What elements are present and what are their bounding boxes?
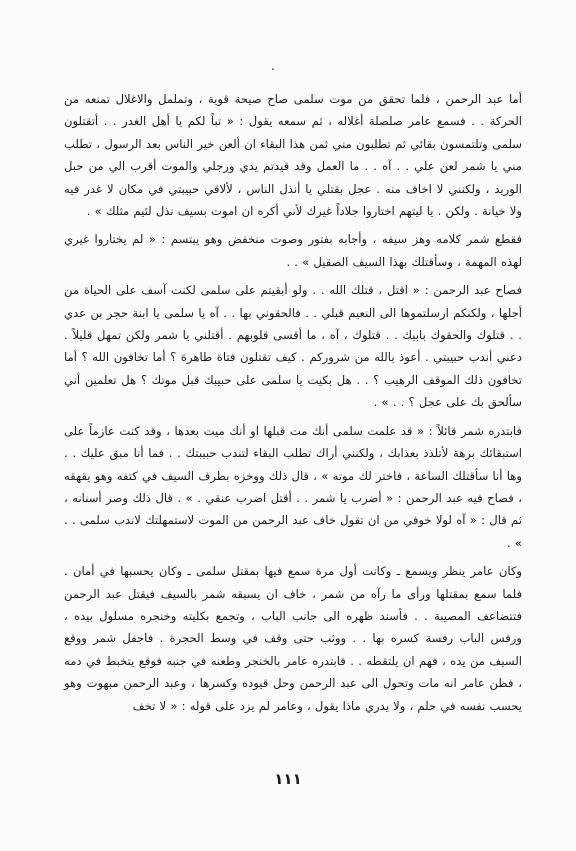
page-number: ١١١ (274, 770, 302, 788)
paragraph-4: فابتدره شمر قائلاً : « قد علمت سلمى أنك مت قبلها او أنك ميت بعدها ، وقد كنت عازماً على استبقائك برهة لأتلذذ بعذابك ، ولكنني أراك تطلب البقاء لتندب حبيبتك . . فما أنا مبق عليك . . وها أنا سأقتلك الساعة ، فاختر لك موته » ، قال ذلك ووخزه بطرف السيف في كتفه وهو يقهقه ، فصاح فيه عبد الرحمن : « أضرب يا شمر . . أقتل اضرب عنقي . » . قال ذلك وصر أسنانه ، ثم قال : « آه لولا خوفي من ان تقول خاف عبد الرحمن من الموت لاستمهلتك لاندب سلمى . . » . (64, 423, 522, 550)
top-ink-mark: . (271, 59, 275, 73)
paragraph-2: فقطع شمر كلامه وهز سيفه ، وأجابه بفتور وصوت منخفض وهو يبتسم : « لم يختاروا غيري لهذه المهمة ، وسأقتلك بهذا السيف الصقيل » . . (64, 232, 522, 269)
paragraph-5: وكان عامر ينظر ويسمع ـ وكانت أول مرة سمع فيها بمقتل سلمى ـ وكان يحسبها في أمان . فلما سمع بمقتلها ورأى ما رآه من شمر ، خاف ان يسبقه شمر بالسيف فيقتل عبد الرحمن فتتضاعف المصيبة . . فأسند ظهره الى جانب الباب ، وتجمع بكليته وخنجره مسلول بيده ، ورفس الباب رفسة كسره بها . . ووثب حتى وقف في وسط الحجرة . فاجفل شمر ووقع السيف من يده ، فهم ان يلتقطه . . فابتدره عامر بالخنجر وطعنه في جنبه فوقع يتخبط في دمه ، فظن عامر انه مات وتحول الى عبد الرحمن وحل قيوده وكسرها ، وعبد الرحمن مبهوت وهو يحسب نفسه في حلم ، ولا يدري ماذا يقول ، وعامر لم يزد على قوله : « لا تخف (64, 564, 522, 713)
paragraph-3: فصاح عبد الرحمن : « اقتل ، قتلك الله . . ولو أبقيتم على سلمى لكنت آسف على الحياة من أجلها ، ولكنكم ارسلتموها الى النعيم قبلي . . فالحقوني بها . . آه يا سلمى يا ابنة حجر بن عدي . . قتلوك والحقوك بابيك . . قتلوك ، آه ، ما أقسى قلوبهم . أقتلني يا شمر ولكن تمهل قليلاً . دعني أندب حبيبتي . أعوذ بالله من شروركم . كيف تقتلون فتاة طاهرة ؟ أما تخافون الله ؟ أما تخافون ذلك الموقف الرهيب ؟ . . هل بكيت يا سلمى على حبيبك قبل موتك ؟ هل تعلمين أني سألحق بك على عجل ؟ . . » . (64, 283, 522, 410)
paragraph-1: أما عبد الرحمن ، فلما تحقق من موت سلمى صاح صيحة قوية ، وتململ والاغلال تمنعه من الحركة . . فسمع عامر صلصلة أغلاله ، ثم سمعه يقول : « تباً لكم يا أهل الغدر . . أتقتلون سلمى وتلتمسون بقائي ثم تطلبون مني ثمن هذا البقاء ان ألعن خير الناس بعد الرسول ، تطلب مني يا شمر لعن علي . . آه . . ما العمل وقد قيدتم يدي ورجلي والموت أقرب الي من حبل الوريد ، ولكنني لا اخاف منه . عجل بقتلي يا أنذل الناس ، لألاقي حبيبتي في مكان لا غدر فيه ولا خيانة . ولكن . يا ليتهم اختاروا جلاداً غيرك لأني أكره ان اموت بسيف نذل لئيم مثلك » . (64, 92, 522, 219)
body-text (64, 88, 522, 717)
